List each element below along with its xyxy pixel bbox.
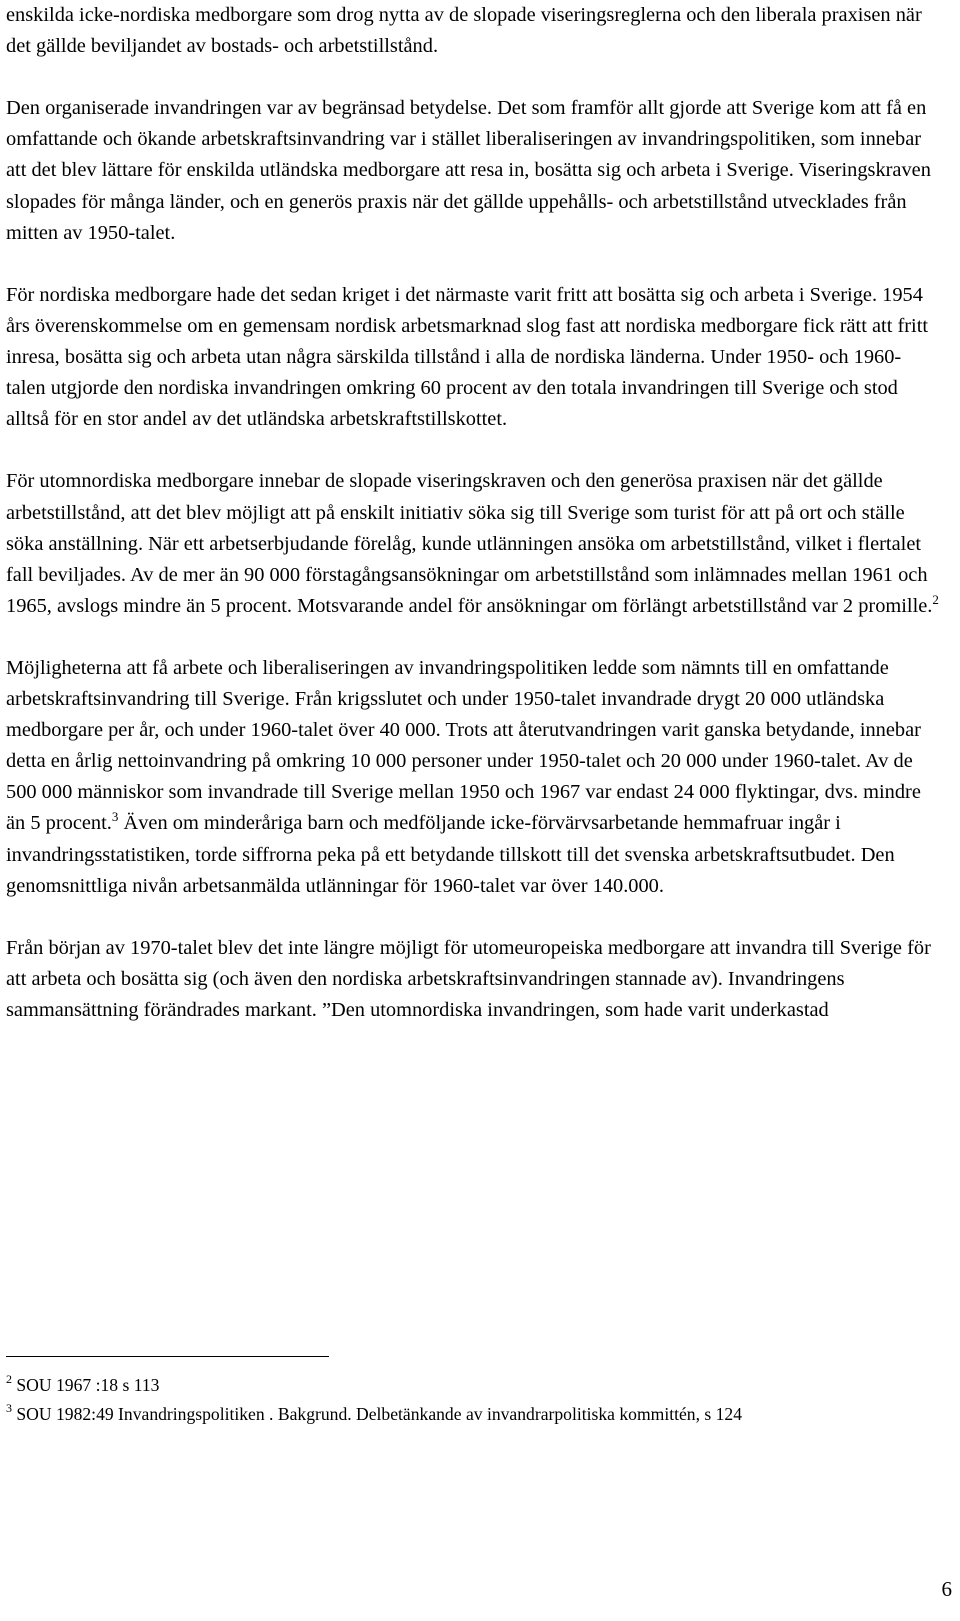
footnote-2-mark: 2: [6, 1372, 12, 1387]
paragraph-4: [6, 466, 940, 621]
paragraph-5-text-b: Även om minderåriga barn och medföljande icke-förvärvsarbetande hemmafruar ingår i invandringsstatistiken, torde siffrorna peka på ett betydande tillskott till det svenska arbetskraftsutbudet. Den genomsnittliga nivån arbetsanmälda utlänningar för 1960-talet var över 140.000.: [6, 812, 895, 897]
paragraph-4-text: För utomnordiska medborgare innebar de slopade viseringskraven och den generösa praxisen när det gällde arbetstillstånd, att det blev möjligt att på enskilt initiativ söka sig till Sverige som turist för att på ort och ställe söka anställning. När ett arbetserbjudande förelåg, kunde utlänningen ansöka om arbetstillstånd, vilket i flertalet fall beviljades. Av de mer än 90 000 förstagångsansökningar om arbetstillstånd som inlämnades mellan 1961 och 1965, avslogs mindre än 5 procent. Motsvarande andel för ansökningar om förlängt arbetstillstånd var 2 promille.: [6, 470, 933, 617]
paragraph-2: Den organiserade invandringen var av begränsad betydelse. Det som framför allt gjorde att Sverige kom att få en omfattande och ökande arbetskraftsinvandring var i stället liberaliseringen av invandringspolitiken, som innebar att det blev lättare för enskilda utländska medborgare att resa in, bosätta sig och arbeta i Sverige. Viseringskraven slopades för många länder, och en generös praxis när det gällde uppehålls- och arbetstillstånd utvecklades från mitten av 1950-talet.: [6, 97, 931, 244]
footnote-ref-3: 3: [111, 809, 119, 825]
paragraph-1: enskilda icke-nordiska medborgare som drog nytta av de slopade viseringsreglerna och den liberala praxisen när det gällde beviljandet av bostads- och arbetstillstånd.: [6, 4, 922, 58]
footnote-divider: [6, 1356, 329, 1357]
paragraph-6: Från början av 1970-talet blev det inte längre möjligt för utomeuropeiska medborgare att invandra till Sverige för att arbeta och bosätta sig (och även den nordiska arbetskraftsinvandringen stannade av). Invandringens sammansättning förändrades markant. ”Den utomnordiska invandringen, som hade varit underkastad: [6, 936, 931, 1021]
paragraph-3: För nordiska medborgare hade det sedan kriget i det närmaste varit fritt att bosätta sig och arbeta i Sverige. 1954 års överenskommelse om en gemensam nordisk arbetsmarknad slog fast att nordiska medborgare fick rätt att fritt inresa, bosätta sig och arbeta utan några särskilda tillstånd i alla de nordiska länderna. Under 1950- och 1960-talen utgjorde den nordiska invandringen omkring 60 procent av den totala invandringen till Sverige och stod alltså för en stor andel av det utländska arbetskraftstillskottet.: [6, 283, 929, 431]
footnote-2: [6, 1372, 936, 1399]
paragraph-5-text-a: Möjligheterna att få arbete och liberaliseringen av invandringspolitiken ledde som nämnts till en omfattande arbetskraftsinvandring till Sverige. Från krigsslutet och under 1950-talet invandrade drygt 20 000 utländska medborgare per år, och under 1960-talet över 40 000. Trots att återutvandringen varit ganska betydande, innebar detta en årlig nettoinvandring på omkring 10 000 personer under 1950-talet och 20 000 under 1960-talet. Av de 500 000 människor som invandrade till Sverige mellan 1950 och 1967 var endast 24 000 flyktingar, dvs. mindre än 5 procent.: [6, 656, 921, 835]
footnote-2-text: SOU 1967 :18 s 113: [12, 1375, 160, 1395]
footnotes: [6, 1372, 936, 1428]
page-number: 6: [941, 1577, 952, 1601]
document-body: [6, 0, 940, 1026]
paragraph-5: [6, 653, 940, 902]
footnote-3: [6, 1401, 936, 1428]
footnote-3-mark: 3: [6, 1401, 12, 1416]
footnote-ref-2: 2: [932, 591, 939, 607]
footnote-3-text: SOU 1982:49 Invandringspolitiken . Bakgrund. Delbetänkande av invandrarpolitiska kommittén, s 124: [12, 1404, 743, 1424]
